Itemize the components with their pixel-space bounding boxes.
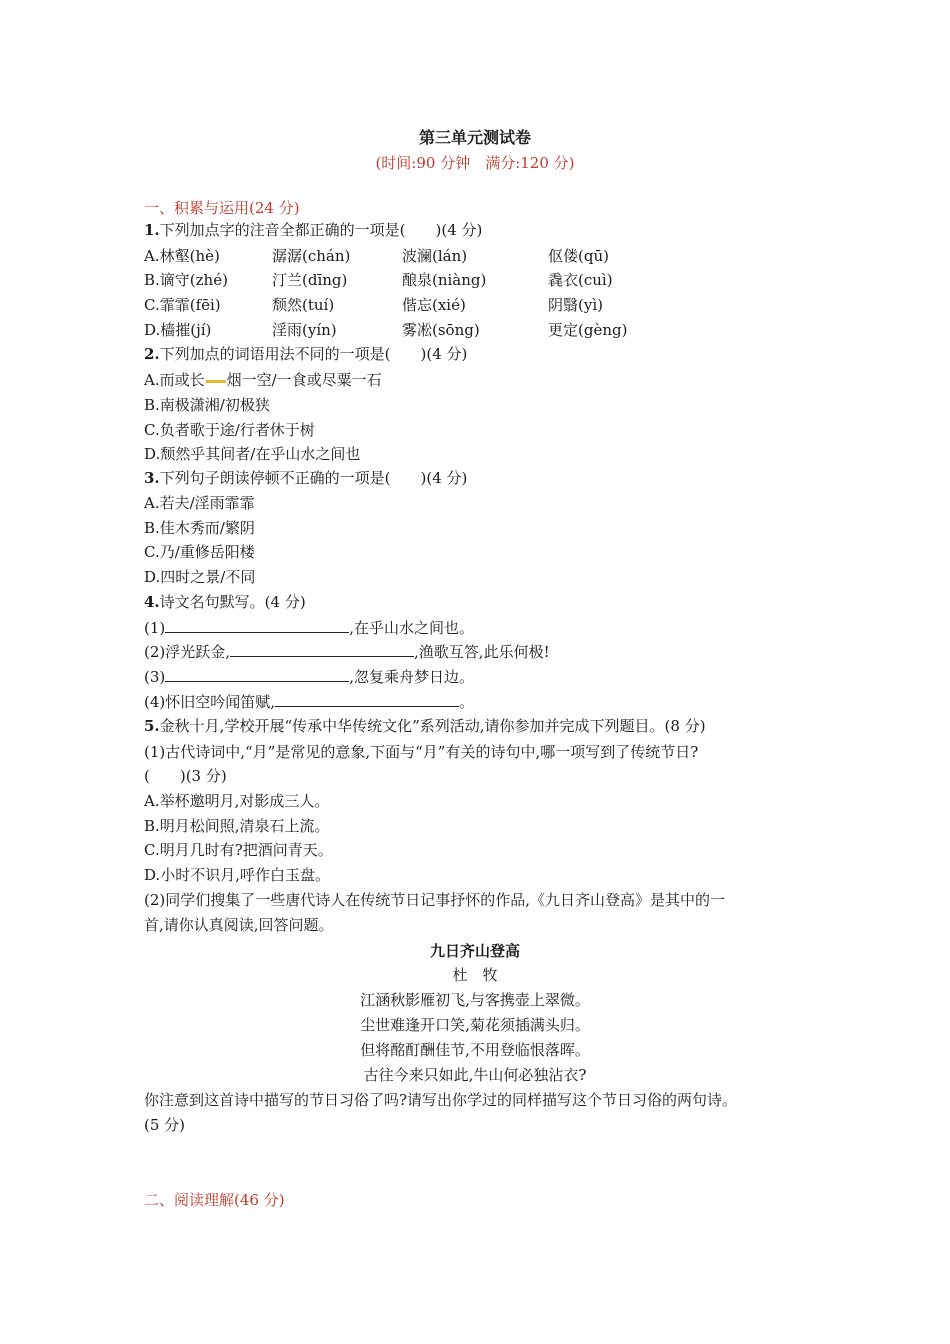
- q2-option-c: C.负者歌于途/行者休于树: [144, 421, 315, 439]
- q1-a-1: A.林壑(hè): [144, 247, 220, 265]
- q1-option-b: [144, 270, 804, 290]
- q2-option-a: [144, 370, 382, 390]
- q4-number: 4.: [144, 593, 160, 611]
- q3-number: 3.: [144, 469, 160, 487]
- q2-stem: [144, 344, 467, 364]
- q5-sub2-line1: (2)同学们搜集了一些唐代诗人在传统节日记事抒怀的作品,《九日齐山登高》是其中的一: [144, 891, 726, 909]
- answer-blank[interactable]: [275, 692, 459, 707]
- q4-1-text: ,在乎山水之间也。: [349, 619, 475, 637]
- q1-c-4: 阴翳(yì): [548, 296, 603, 314]
- q3-option-a: A.若夫/淫雨霏霏: [144, 494, 255, 512]
- poem-line: 但将酩酊酬佳节,不用登临恨落晖。: [360, 1041, 590, 1059]
- q5-text: 金秋十月,学校开展“传承中华传统文化”系列活动,请你参加并完成下列题目。(8 分): [159, 717, 706, 735]
- poem-line: 古往今来只如此,牛山何必独沾衣?: [363, 1066, 587, 1084]
- q4-2-label: (2)浮光跃金,: [144, 643, 231, 661]
- poem-title: 九日齐山登高: [429, 942, 520, 960]
- poem-author: 杜 牧: [452, 966, 498, 984]
- q5-sub1-line2: ( )(3 分): [144, 767, 227, 785]
- q1-number: 1.: [144, 221, 160, 239]
- q1-b-1: B.谪守(zhé): [144, 271, 228, 289]
- q4-3-text: ,忽复乘舟梦日边。: [349, 668, 475, 686]
- q2-option-b: B.南极潇湘/初极狭: [144, 396, 270, 414]
- q3-option-b: B.佳木秀而/繁阴: [144, 519, 255, 537]
- q1-c-2: 颓然(tuí): [272, 296, 335, 314]
- q4-stem: [144, 592, 306, 612]
- q4-4-text: 。: [459, 693, 475, 711]
- q1-b-2: 汀兰(dīng): [272, 271, 348, 289]
- q4-line-1: [144, 618, 474, 638]
- time-score-info: (时间:90 分钟 满分:120 分): [375, 154, 575, 172]
- q5-option-a: A.举杯邀明月,对影成三人。: [144, 792, 330, 810]
- q3-option-d: D.四时之景/不同: [144, 568, 256, 586]
- q1-b-4: 毳衣(cuì): [548, 271, 613, 289]
- q3-text: 下列句子朗读停顿不正确的一项是( )(4 分): [159, 469, 468, 487]
- q2-text: 下列加点的词语用法不同的一项是( )(4 分): [159, 345, 468, 363]
- q1-d-1: D.樯摧(jí): [144, 321, 212, 339]
- q1-d-2: 淫雨(yín): [272, 321, 337, 339]
- q4-3-label: (3): [144, 668, 166, 686]
- q5-stem: [144, 716, 706, 736]
- q4-line-2: [144, 642, 550, 662]
- q4-2-text: ,渔歌互答,此乐何极!: [414, 643, 550, 661]
- answer-blank[interactable]: [230, 642, 414, 657]
- page-title: 第三单元测试卷: [418, 128, 531, 147]
- q2-a-post: 烟一空/一食或尽粟一石: [226, 371, 382, 389]
- answer-blank[interactable]: [165, 667, 349, 682]
- q1-a-2: 潺潺(chán): [272, 247, 351, 265]
- q1-b-3: 酿泉(niàng): [402, 271, 487, 289]
- q4-1-label: (1): [144, 619, 166, 637]
- q1-text: 下列加点字的注音全都正确的一项是( )(4 分): [159, 221, 483, 239]
- q2-number: 2.: [144, 345, 160, 363]
- q2-a-pre: A.而或长: [144, 371, 205, 389]
- q5-sub2-question-line1: 你注意到这首诗中描写的节日习俗了吗?请写出你学过的同样描写这个节日习俗的两句诗。: [144, 1091, 738, 1109]
- poem-line: 江涵秋影雁初飞,与客携壶上翠微。: [360, 991, 590, 1009]
- q5-sub2-question-line2: (5 分): [144, 1116, 186, 1134]
- q1-c-1: C.霏霏(fēi): [144, 296, 221, 314]
- answer-blank[interactable]: [165, 618, 349, 633]
- section-2-heading: 二、阅读理解(46 分): [144, 1191, 285, 1209]
- q4-line-4: [144, 692, 474, 712]
- q3-stem: [144, 468, 467, 488]
- q1-option-d: [144, 320, 804, 340]
- q1-option-c: [144, 295, 804, 315]
- highlight-mark: [206, 380, 226, 383]
- q1-stem: [144, 220, 482, 240]
- q5-option-b: B.明月松间照,清泉石上流。: [144, 817, 330, 835]
- section-1-heading: 一、积累与运用(24 分): [144, 199, 300, 217]
- poem-line: 尘世难逢开口笑,菊花须插满头归。: [360, 1016, 590, 1034]
- q1-d-3: 雾凇(sōng): [402, 321, 480, 339]
- q4-line-3: [144, 667, 474, 687]
- q1-d-4: 更定(gèng): [548, 321, 628, 339]
- q3-option-c: C.乃/重修岳阳楼: [144, 543, 255, 561]
- q5-option-c: C.明月几时有?把酒问青天。: [144, 841, 333, 859]
- q5-sub2-line2: 首,请你认真阅读,回答问题。: [144, 916, 334, 934]
- q1-option-a: [144, 246, 804, 266]
- q5-number: 5.: [144, 717, 160, 735]
- q1-c-3: 偕忘(xié): [402, 296, 466, 314]
- q1-a-4: 伛偻(qū): [548, 247, 609, 265]
- q5-sub1-line1: (1)古代诗词中,“月”是常见的意象,下面与“月”有关的诗句中,哪一项写到了传统节日?: [144, 743, 699, 761]
- q4-4-label: (4)怀旧空吟闻笛赋,: [144, 693, 276, 711]
- q4-text: 诗文名句默写。(4 分): [159, 593, 306, 611]
- q1-a-3: 波澜(lán): [402, 247, 468, 265]
- q2-option-d: D.颓然乎其间者/在乎山水之间也: [144, 445, 361, 463]
- q5-option-d: D.小时不识月,呼作白玉盘。: [144, 866, 331, 884]
